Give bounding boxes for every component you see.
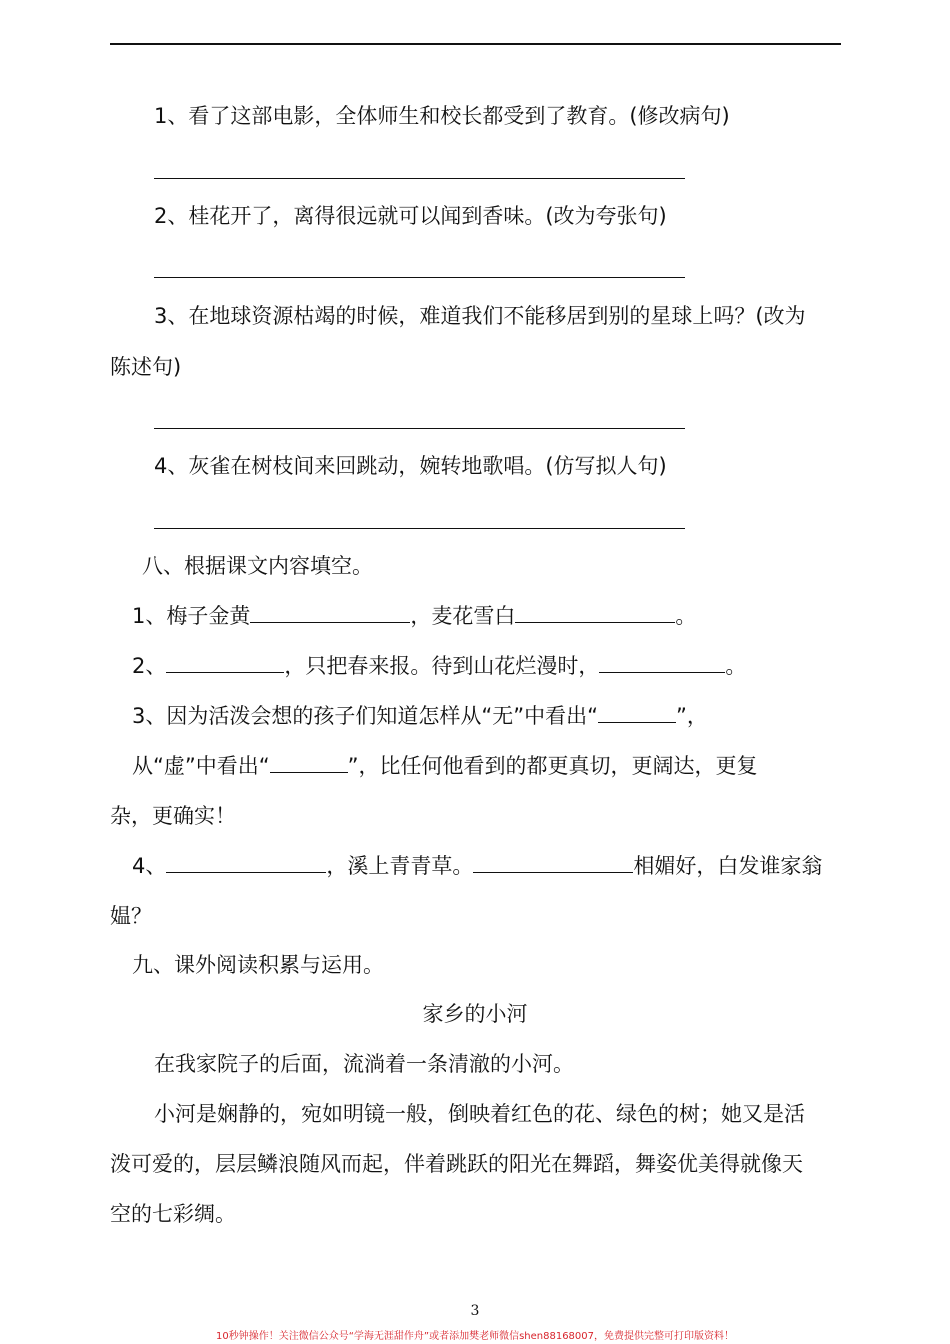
reading-title: 家乡的小河	[422, 1002, 528, 1026]
question-7-1: 1、看了这部电影，全体师生和校长都受到了教育。(修改病句)	[154, 104, 730, 128]
blank[interactable]	[166, 852, 326, 873]
fill-text: ”，比任何他看到的都更真切，更阔达，更复	[347, 754, 758, 778]
fill-text: ，只把春来报。待到山花烂漫时，	[284, 654, 600, 678]
fill-text: 3、因为活泼会想的孩子们知道怎样从“无”中看出“	[132, 704, 598, 728]
fill-text: ，麦花雪白	[410, 604, 516, 628]
fill-question-8-4	[132, 852, 822, 880]
fill-text: 从“虚”中看出“	[132, 754, 270, 778]
fill-question-8-3-end: 杂，更确实！	[110, 804, 236, 828]
question-7-4: 4、灰雀在树枝间来回跳动，婉转地歌唱。(仿写拟人句)	[154, 454, 667, 478]
answer-line-7-1	[154, 178, 685, 179]
fill-question-8-2	[132, 652, 746, 680]
blank[interactable]	[598, 702, 676, 723]
question-7-3: 3、在地球资源枯竭的时候，难道我们不能移居到别的星球上吗？(改为	[154, 304, 806, 328]
footer-notice: 10秒钟操作！关注微信公众号“学海无涯甜作舟”或者添加樊老师微信shen88168007，免费提供完整可打印版资料！	[215, 1331, 735, 1342]
header-rule	[110, 43, 841, 45]
fill-text: 。	[675, 604, 697, 628]
blank[interactable]	[166, 652, 284, 673]
reading-paragraph-2-line-2: 泼可爱的，层层鳞浪随风而起，伴着跳跃的阳光在舞蹈，舞姿优美得就像天	[110, 1152, 803, 1176]
reading-paragraph-2-line-3: 空的七彩绸。	[110, 1202, 236, 1226]
blank[interactable]	[473, 852, 633, 873]
reading-paragraph-1: 在我家院子的后面，流淌着一条清澈的小河。	[154, 1052, 574, 1076]
fill-text: 2、	[132, 654, 167, 678]
blank[interactable]	[250, 602, 410, 623]
fill-question-8-3-continued	[132, 752, 758, 780]
answer-line-7-2	[154, 277, 685, 278]
fill-question-8-4-end: 媪？	[110, 904, 152, 928]
reading-paragraph-2-line-1: 小河是娴静的，宛如明镜一般，倒映着红色的花、绿色的树；她又是活	[154, 1102, 805, 1126]
question-7-3-continued: 陈述句)	[110, 355, 182, 379]
blank[interactable]	[599, 652, 725, 673]
blank[interactable]	[515, 602, 675, 623]
fill-question-8-3	[132, 702, 708, 730]
fill-text: 。	[725, 654, 747, 678]
section-9-heading: 九、课外阅读积累与运用。	[132, 953, 384, 977]
fill-text: 相媚好，白发谁家翁	[633, 854, 823, 878]
fill-text: ，溪上青青草。	[326, 854, 474, 878]
fill-text: 1、梅子金黄	[132, 604, 251, 628]
answer-line-7-4	[154, 528, 685, 529]
page-number: 3	[470, 1303, 480, 1319]
question-7-2: 2、桂花开了，离得很远就可以闻到香味。(改为夸张句)	[154, 204, 667, 228]
blank[interactable]	[270, 752, 348, 773]
answer-line-7-3	[154, 428, 685, 429]
fill-text: 4、	[132, 854, 167, 878]
fill-question-8-1	[132, 602, 696, 630]
section-8-heading: 八、根据课文内容填空。	[142, 554, 373, 578]
fill-text: ”，	[676, 704, 708, 728]
